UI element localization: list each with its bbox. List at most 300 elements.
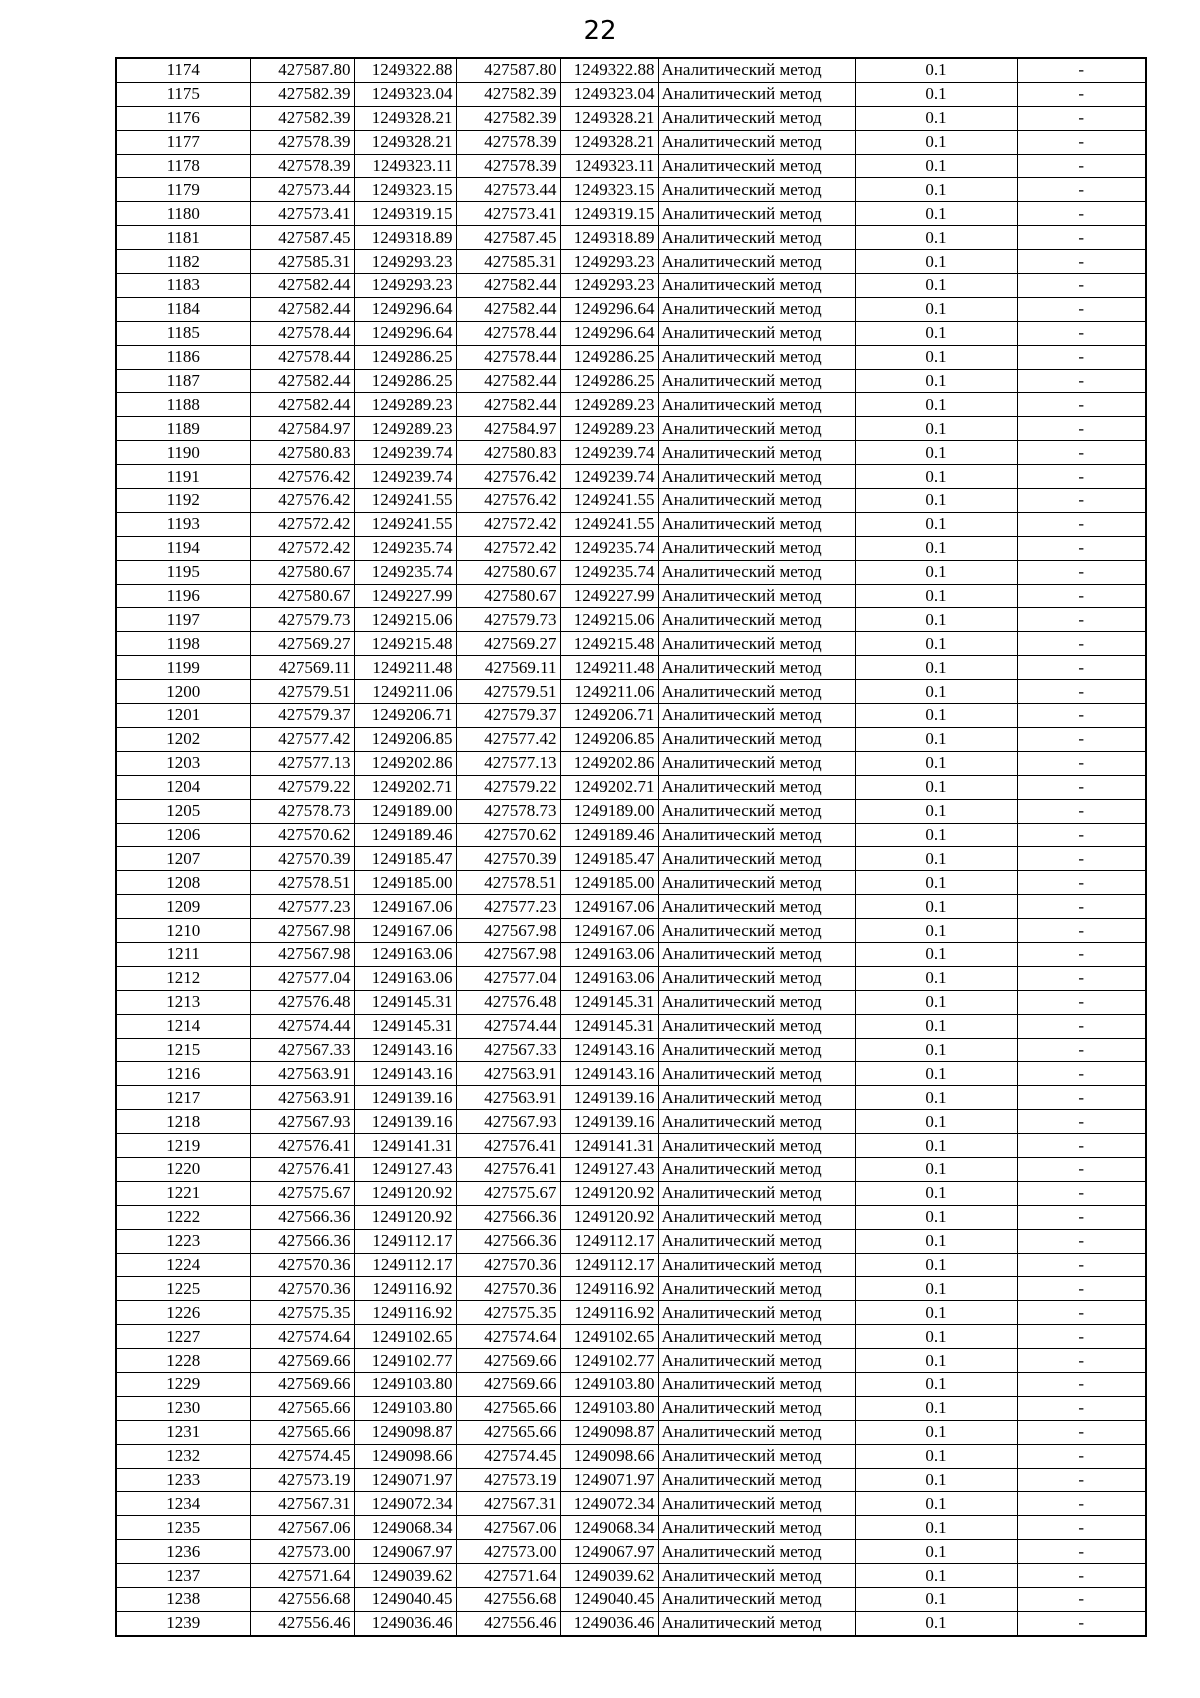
y-coordinate-cell: 1249227.99 bbox=[354, 584, 456, 608]
x-coordinate-cell-2: 427578.44 bbox=[456, 321, 560, 345]
table-row bbox=[116, 1420, 1146, 1444]
table-row bbox=[116, 1134, 1146, 1158]
note-cell: - bbox=[1017, 1492, 1146, 1516]
table-row bbox=[116, 441, 1146, 465]
point-number-cell: 1239 bbox=[116, 1611, 250, 1635]
method-cell: Аналитический метод bbox=[658, 465, 855, 489]
method-cell: Аналитический метод bbox=[658, 1181, 855, 1205]
note-cell: - bbox=[1017, 202, 1146, 226]
y-coordinate-cell: 1249040.45 bbox=[354, 1588, 456, 1612]
y-coordinate-cell-2: 1249235.74 bbox=[560, 560, 658, 584]
x-coordinate-cell: 427575.67 bbox=[250, 1181, 354, 1205]
y-coordinate-cell-2: 1249241.55 bbox=[560, 512, 658, 536]
x-coordinate-cell-2: 427573.19 bbox=[456, 1468, 560, 1492]
accuracy-cell: 0.1 bbox=[855, 1588, 1017, 1612]
point-number-cell: 1192 bbox=[116, 489, 250, 513]
table-row bbox=[116, 656, 1146, 680]
method-cell: Аналитический метод bbox=[658, 799, 855, 823]
note-cell: - bbox=[1017, 489, 1146, 513]
x-coordinate-cell: 427577.42 bbox=[250, 727, 354, 751]
y-coordinate-cell-2: 1249120.92 bbox=[560, 1181, 658, 1205]
y-coordinate-cell: 1249189.46 bbox=[354, 823, 456, 847]
accuracy-cell: 0.1 bbox=[855, 465, 1017, 489]
table-row bbox=[116, 536, 1146, 560]
note-cell: - bbox=[1017, 919, 1146, 943]
method-cell: Аналитический метод bbox=[658, 1301, 855, 1325]
point-number-cell: 1204 bbox=[116, 775, 250, 799]
table-row bbox=[116, 871, 1146, 895]
method-cell: Аналитический метод bbox=[658, 274, 855, 298]
y-coordinate-cell-2: 1249072.34 bbox=[560, 1492, 658, 1516]
y-coordinate-cell: 1249127.43 bbox=[354, 1157, 456, 1181]
note-cell: - bbox=[1017, 1588, 1146, 1612]
y-coordinate-cell-2: 1249127.43 bbox=[560, 1157, 658, 1181]
table-row bbox=[116, 966, 1146, 990]
y-coordinate-cell: 1249323.15 bbox=[354, 178, 456, 202]
table-row bbox=[116, 58, 1146, 82]
point-number-cell: 1233 bbox=[116, 1468, 250, 1492]
point-number-cell: 1180 bbox=[116, 202, 250, 226]
table-row bbox=[116, 823, 1146, 847]
x-coordinate-cell-2: 427578.51 bbox=[456, 871, 560, 895]
y-coordinate-cell-2: 1249239.74 bbox=[560, 465, 658, 489]
y-coordinate-cell-2: 1249241.55 bbox=[560, 489, 658, 513]
accuracy-cell: 0.1 bbox=[855, 775, 1017, 799]
x-coordinate-cell-2: 427567.06 bbox=[456, 1516, 560, 1540]
x-coordinate-cell-2: 427578.39 bbox=[456, 154, 560, 178]
method-cell: Аналитический метод bbox=[658, 345, 855, 369]
y-coordinate-cell: 1249328.21 bbox=[354, 106, 456, 130]
accuracy-cell: 0.1 bbox=[855, 106, 1017, 130]
x-coordinate-cell-2: 427587.45 bbox=[456, 226, 560, 250]
y-coordinate-cell: 1249039.62 bbox=[354, 1564, 456, 1588]
y-coordinate-cell: 1249296.64 bbox=[354, 297, 456, 321]
accuracy-cell: 0.1 bbox=[855, 1253, 1017, 1277]
note-cell: - bbox=[1017, 847, 1146, 871]
table-row bbox=[116, 1157, 1146, 1181]
y-coordinate-cell: 1249120.92 bbox=[354, 1205, 456, 1229]
point-number-cell: 1199 bbox=[116, 656, 250, 680]
x-coordinate-cell-2: 427569.11 bbox=[456, 656, 560, 680]
y-coordinate-cell-2: 1249206.71 bbox=[560, 704, 658, 728]
x-coordinate-cell-2: 427570.39 bbox=[456, 847, 560, 871]
y-coordinate-cell-2: 1249202.86 bbox=[560, 751, 658, 775]
y-coordinate-cell: 1249318.89 bbox=[354, 226, 456, 250]
accuracy-cell: 0.1 bbox=[855, 58, 1017, 82]
x-coordinate-cell-2: 427565.66 bbox=[456, 1420, 560, 1444]
accuracy-cell: 0.1 bbox=[855, 441, 1017, 465]
x-coordinate-cell: 427582.39 bbox=[250, 106, 354, 130]
y-coordinate-cell: 1249235.74 bbox=[354, 536, 456, 560]
note-cell: - bbox=[1017, 226, 1146, 250]
note-cell: - bbox=[1017, 751, 1146, 775]
point-number-cell: 1223 bbox=[116, 1229, 250, 1253]
note-cell: - bbox=[1017, 1038, 1146, 1062]
x-coordinate-cell: 427587.80 bbox=[250, 58, 354, 82]
x-coordinate-cell-2: 427574.64 bbox=[456, 1325, 560, 1349]
x-coordinate-cell-2: 427580.67 bbox=[456, 560, 560, 584]
point-number-cell: 1201 bbox=[116, 704, 250, 728]
method-cell: Аналитический метод bbox=[658, 369, 855, 393]
note-cell: - bbox=[1017, 1086, 1146, 1110]
note-cell: - bbox=[1017, 1325, 1146, 1349]
x-coordinate-cell: 427580.83 bbox=[250, 441, 354, 465]
method-cell: Аналитический метод bbox=[658, 1253, 855, 1277]
x-coordinate-cell: 427587.45 bbox=[250, 226, 354, 250]
table-row bbox=[116, 512, 1146, 536]
point-number-cell: 1209 bbox=[116, 895, 250, 919]
table-row bbox=[116, 202, 1146, 226]
accuracy-cell: 0.1 bbox=[855, 393, 1017, 417]
method-cell: Аналитический метод bbox=[658, 823, 855, 847]
x-coordinate-cell-2: 427574.45 bbox=[456, 1444, 560, 1468]
note-cell: - bbox=[1017, 871, 1146, 895]
y-coordinate-cell: 1249141.31 bbox=[354, 1134, 456, 1158]
x-coordinate-cell-2: 427567.98 bbox=[456, 919, 560, 943]
y-coordinate-cell: 1249215.06 bbox=[354, 608, 456, 632]
table-row bbox=[116, 1349, 1146, 1373]
accuracy-cell: 0.1 bbox=[855, 250, 1017, 274]
y-coordinate-cell-2: 1249215.06 bbox=[560, 608, 658, 632]
note-cell: - bbox=[1017, 942, 1146, 966]
table-row bbox=[116, 321, 1146, 345]
table-row bbox=[116, 727, 1146, 751]
x-coordinate-cell: 427577.04 bbox=[250, 966, 354, 990]
point-number-cell: 1182 bbox=[116, 250, 250, 274]
y-coordinate-cell: 1249072.34 bbox=[354, 1492, 456, 1516]
x-coordinate-cell: 427574.45 bbox=[250, 1444, 354, 1468]
table-row bbox=[116, 489, 1146, 513]
accuracy-cell: 0.1 bbox=[855, 1349, 1017, 1373]
method-cell: Аналитический метод bbox=[658, 895, 855, 919]
y-coordinate-cell-2: 1249289.23 bbox=[560, 393, 658, 417]
accuracy-cell: 0.1 bbox=[855, 871, 1017, 895]
method-cell: Аналитический метод bbox=[658, 1014, 855, 1038]
x-coordinate-cell-2: 427577.42 bbox=[456, 727, 560, 751]
y-coordinate-cell-2: 1249039.62 bbox=[560, 1564, 658, 1588]
point-number-cell: 1191 bbox=[116, 465, 250, 489]
x-coordinate-cell-2: 427570.62 bbox=[456, 823, 560, 847]
table-row bbox=[116, 919, 1146, 943]
x-coordinate-cell-2: 427577.04 bbox=[456, 966, 560, 990]
table-row bbox=[116, 1253, 1146, 1277]
x-coordinate-cell-2: 427574.44 bbox=[456, 1014, 560, 1038]
note-cell: - bbox=[1017, 393, 1146, 417]
table-row bbox=[116, 680, 1146, 704]
table-row bbox=[116, 154, 1146, 178]
accuracy-cell: 0.1 bbox=[855, 536, 1017, 560]
point-number-cell: 1231 bbox=[116, 1420, 250, 1444]
y-coordinate-cell-2: 1249139.16 bbox=[560, 1110, 658, 1134]
y-coordinate-cell-2: 1249211.06 bbox=[560, 680, 658, 704]
note-cell: - bbox=[1017, 369, 1146, 393]
x-coordinate-cell: 427563.91 bbox=[250, 1062, 354, 1086]
method-cell: Аналитический метод bbox=[658, 1086, 855, 1110]
x-coordinate-cell: 427573.44 bbox=[250, 178, 354, 202]
note-cell: - bbox=[1017, 1372, 1146, 1396]
method-cell: Аналитический метод bbox=[658, 321, 855, 345]
method-cell: Аналитический метод bbox=[658, 1564, 855, 1588]
accuracy-cell: 0.1 bbox=[855, 1301, 1017, 1325]
y-coordinate-cell: 1249286.25 bbox=[354, 369, 456, 393]
method-cell: Аналитический метод bbox=[658, 584, 855, 608]
note-cell: - bbox=[1017, 1468, 1146, 1492]
note-cell: - bbox=[1017, 966, 1146, 990]
y-coordinate-cell-2: 1249098.66 bbox=[560, 1444, 658, 1468]
table-row bbox=[116, 1086, 1146, 1110]
method-cell: Аналитический метод bbox=[658, 1062, 855, 1086]
y-coordinate-cell-2: 1249235.74 bbox=[560, 536, 658, 560]
accuracy-cell: 0.1 bbox=[855, 1564, 1017, 1588]
y-coordinate-cell-2: 1249112.17 bbox=[560, 1229, 658, 1253]
y-coordinate-cell: 1249289.23 bbox=[354, 393, 456, 417]
y-coordinate-cell: 1249323.04 bbox=[354, 82, 456, 106]
x-coordinate-cell: 427573.00 bbox=[250, 1540, 354, 1564]
accuracy-cell: 0.1 bbox=[855, 274, 1017, 298]
y-coordinate-cell: 1249241.55 bbox=[354, 489, 456, 513]
point-number-cell: 1206 bbox=[116, 823, 250, 847]
y-coordinate-cell-2: 1249167.06 bbox=[560, 895, 658, 919]
x-coordinate-cell: 427582.44 bbox=[250, 274, 354, 298]
x-coordinate-cell: 427556.46 bbox=[250, 1611, 354, 1635]
accuracy-cell: 0.1 bbox=[855, 1372, 1017, 1396]
note-cell: - bbox=[1017, 1181, 1146, 1205]
x-coordinate-cell: 427572.42 bbox=[250, 536, 354, 560]
x-coordinate-cell-2: 427567.31 bbox=[456, 1492, 560, 1516]
method-cell: Аналитический метод bbox=[658, 751, 855, 775]
table-row bbox=[116, 274, 1146, 298]
y-coordinate-cell: 1249145.31 bbox=[354, 1014, 456, 1038]
method-cell: Аналитический метод bbox=[658, 489, 855, 513]
accuracy-cell: 0.1 bbox=[855, 1396, 1017, 1420]
accuracy-cell: 0.1 bbox=[855, 680, 1017, 704]
x-coordinate-cell: 427582.39 bbox=[250, 82, 354, 106]
point-number-cell: 1189 bbox=[116, 417, 250, 441]
table-row bbox=[116, 942, 1146, 966]
table-row bbox=[116, 250, 1146, 274]
x-coordinate-cell: 427578.73 bbox=[250, 799, 354, 823]
x-coordinate-cell-2: 427567.93 bbox=[456, 1110, 560, 1134]
note-cell: - bbox=[1017, 680, 1146, 704]
note-cell: - bbox=[1017, 512, 1146, 536]
method-cell: Аналитический метод bbox=[658, 1349, 855, 1373]
x-coordinate-cell: 427567.33 bbox=[250, 1038, 354, 1062]
point-number-cell: 1176 bbox=[116, 106, 250, 130]
method-cell: Аналитический метод bbox=[658, 608, 855, 632]
y-coordinate-cell-2: 1249185.47 bbox=[560, 847, 658, 871]
x-coordinate-cell: 427565.66 bbox=[250, 1420, 354, 1444]
method-cell: Аналитический метод bbox=[658, 656, 855, 680]
method-cell: Аналитический метод bbox=[658, 512, 855, 536]
accuracy-cell: 0.1 bbox=[855, 1205, 1017, 1229]
y-coordinate-cell: 1249103.80 bbox=[354, 1396, 456, 1420]
note-cell: - bbox=[1017, 536, 1146, 560]
method-cell: Аналитический метод bbox=[658, 1516, 855, 1540]
method-cell: Аналитический метод bbox=[658, 966, 855, 990]
table-row bbox=[116, 1516, 1146, 1540]
y-coordinate-cell-2: 1249293.23 bbox=[560, 274, 658, 298]
y-coordinate-cell-2: 1249067.97 bbox=[560, 1540, 658, 1564]
table-row bbox=[116, 1468, 1146, 1492]
y-coordinate-cell-2: 1249239.74 bbox=[560, 441, 658, 465]
table-row bbox=[116, 1277, 1146, 1301]
y-coordinate-cell-2: 1249286.25 bbox=[560, 369, 658, 393]
method-cell: Аналитический метод bbox=[658, 990, 855, 1014]
x-coordinate-cell-2: 427570.36 bbox=[456, 1277, 560, 1301]
y-coordinate-cell-2: 1249163.06 bbox=[560, 966, 658, 990]
method-cell: Аналитический метод bbox=[658, 536, 855, 560]
table-row bbox=[116, 1396, 1146, 1420]
x-coordinate-cell-2: 427571.64 bbox=[456, 1564, 560, 1588]
x-coordinate-cell: 427565.66 bbox=[250, 1396, 354, 1420]
accuracy-cell: 0.1 bbox=[855, 226, 1017, 250]
method-cell: Аналитический метод bbox=[658, 58, 855, 82]
method-cell: Аналитический метод bbox=[658, 1229, 855, 1253]
point-number-cell: 1218 bbox=[116, 1110, 250, 1134]
note-cell: - bbox=[1017, 895, 1146, 919]
y-coordinate-cell-2: 1249328.21 bbox=[560, 130, 658, 154]
table-row bbox=[116, 751, 1146, 775]
y-coordinate-cell: 1249103.80 bbox=[354, 1372, 456, 1396]
x-coordinate-cell-2: 427575.67 bbox=[456, 1181, 560, 1205]
table-row bbox=[116, 1205, 1146, 1229]
y-coordinate-cell-2: 1249189.46 bbox=[560, 823, 658, 847]
x-coordinate-cell: 427569.27 bbox=[250, 632, 354, 656]
y-coordinate-cell-2: 1249215.48 bbox=[560, 632, 658, 656]
x-coordinate-cell-2: 427572.42 bbox=[456, 536, 560, 560]
x-coordinate-cell: 427576.42 bbox=[250, 489, 354, 513]
note-cell: - bbox=[1017, 1611, 1146, 1635]
x-coordinate-cell: 427585.31 bbox=[250, 250, 354, 274]
point-number-cell: 1208 bbox=[116, 871, 250, 895]
note-cell: - bbox=[1017, 990, 1146, 1014]
y-coordinate-cell-2: 1249322.88 bbox=[560, 58, 658, 82]
method-cell: Аналитический метод bbox=[658, 632, 855, 656]
method-cell: Аналитический метод bbox=[658, 226, 855, 250]
accuracy-cell: 0.1 bbox=[855, 1110, 1017, 1134]
y-coordinate-cell-2: 1249112.17 bbox=[560, 1253, 658, 1277]
point-number-cell: 1222 bbox=[116, 1205, 250, 1229]
x-coordinate-cell: 427569.11 bbox=[250, 656, 354, 680]
point-number-cell: 1183 bbox=[116, 274, 250, 298]
method-cell: Аналитический метод bbox=[658, 1420, 855, 1444]
note-cell: - bbox=[1017, 130, 1146, 154]
x-coordinate-cell: 427584.97 bbox=[250, 417, 354, 441]
y-coordinate-cell-2: 1249323.15 bbox=[560, 178, 658, 202]
x-coordinate-cell: 427567.31 bbox=[250, 1492, 354, 1516]
x-coordinate-cell: 427572.42 bbox=[250, 512, 354, 536]
point-number-cell: 1203 bbox=[116, 751, 250, 775]
y-coordinate-cell-2: 1249323.04 bbox=[560, 82, 658, 106]
y-coordinate-cell-2: 1249189.00 bbox=[560, 799, 658, 823]
accuracy-cell: 0.1 bbox=[855, 1014, 1017, 1038]
accuracy-cell: 0.1 bbox=[855, 847, 1017, 871]
y-coordinate-cell-2: 1249098.87 bbox=[560, 1420, 658, 1444]
x-coordinate-cell-2: 427563.91 bbox=[456, 1062, 560, 1086]
y-coordinate-cell: 1249143.16 bbox=[354, 1038, 456, 1062]
method-cell: Аналитический метод bbox=[658, 1325, 855, 1349]
y-coordinate-cell: 1249239.74 bbox=[354, 465, 456, 489]
table-row bbox=[116, 1540, 1146, 1564]
x-coordinate-cell-2: 427585.31 bbox=[456, 250, 560, 274]
x-coordinate-cell-2: 427556.68 bbox=[456, 1588, 560, 1612]
x-coordinate-cell-2: 427582.44 bbox=[456, 274, 560, 298]
y-coordinate-cell-2: 1249139.16 bbox=[560, 1086, 658, 1110]
note-cell: - bbox=[1017, 560, 1146, 584]
note-cell: - bbox=[1017, 1540, 1146, 1564]
note-cell: - bbox=[1017, 632, 1146, 656]
x-coordinate-cell-2: 427576.42 bbox=[456, 465, 560, 489]
y-coordinate-cell-2: 1249143.16 bbox=[560, 1062, 658, 1086]
note-cell: - bbox=[1017, 1229, 1146, 1253]
y-coordinate-cell: 1249185.47 bbox=[354, 847, 456, 871]
page-number: 22 bbox=[583, 16, 617, 46]
accuracy-cell: 0.1 bbox=[855, 1277, 1017, 1301]
y-coordinate-cell-2: 1249141.31 bbox=[560, 1134, 658, 1158]
x-coordinate-cell-2: 427578.44 bbox=[456, 345, 560, 369]
point-number-cell: 1234 bbox=[116, 1492, 250, 1516]
y-coordinate-cell: 1249319.15 bbox=[354, 202, 456, 226]
x-coordinate-cell-2: 427575.35 bbox=[456, 1301, 560, 1325]
y-coordinate-cell: 1249071.97 bbox=[354, 1468, 456, 1492]
accuracy-cell: 0.1 bbox=[855, 656, 1017, 680]
table-row bbox=[116, 1181, 1146, 1205]
x-coordinate-cell-2: 427579.22 bbox=[456, 775, 560, 799]
accuracy-cell: 0.1 bbox=[855, 1468, 1017, 1492]
y-coordinate-cell-2: 1249167.06 bbox=[560, 919, 658, 943]
x-coordinate-cell: 427582.44 bbox=[250, 369, 354, 393]
x-coordinate-cell-2: 427576.48 bbox=[456, 990, 560, 1014]
accuracy-cell: 0.1 bbox=[855, 1516, 1017, 1540]
accuracy-cell: 0.1 bbox=[855, 990, 1017, 1014]
note-cell: - bbox=[1017, 106, 1146, 130]
note-cell: - bbox=[1017, 1277, 1146, 1301]
point-number-cell: 1174 bbox=[116, 58, 250, 82]
accuracy-cell: 0.1 bbox=[855, 178, 1017, 202]
y-coordinate-cell: 1249328.21 bbox=[354, 130, 456, 154]
method-cell: Аналитический метод bbox=[658, 775, 855, 799]
accuracy-cell: 0.1 bbox=[855, 1038, 1017, 1062]
accuracy-cell: 0.1 bbox=[855, 297, 1017, 321]
y-coordinate-cell: 1249206.71 bbox=[354, 704, 456, 728]
x-coordinate-cell-2: 427578.73 bbox=[456, 799, 560, 823]
method-cell: Аналитический метод bbox=[658, 393, 855, 417]
accuracy-cell: 0.1 bbox=[855, 1229, 1017, 1253]
x-coordinate-cell: 427567.98 bbox=[250, 942, 354, 966]
x-coordinate-cell-2: 427579.51 bbox=[456, 680, 560, 704]
x-coordinate-cell-2: 427587.80 bbox=[456, 58, 560, 82]
table-row bbox=[116, 226, 1146, 250]
table-row bbox=[116, 1038, 1146, 1062]
accuracy-cell: 0.1 bbox=[855, 1062, 1017, 1086]
accuracy-cell: 0.1 bbox=[855, 417, 1017, 441]
y-coordinate-cell: 1249116.92 bbox=[354, 1277, 456, 1301]
note-cell: - bbox=[1017, 799, 1146, 823]
x-coordinate-cell-2: 427570.36 bbox=[456, 1253, 560, 1277]
y-coordinate-cell: 1249036.46 bbox=[354, 1611, 456, 1635]
accuracy-cell: 0.1 bbox=[855, 1492, 1017, 1516]
y-coordinate-cell-2: 1249323.11 bbox=[560, 154, 658, 178]
y-coordinate-cell: 1249167.06 bbox=[354, 919, 456, 943]
accuracy-cell: 0.1 bbox=[855, 1086, 1017, 1110]
y-coordinate-cell-2: 1249068.34 bbox=[560, 1516, 658, 1540]
accuracy-cell: 0.1 bbox=[855, 345, 1017, 369]
table-row bbox=[116, 608, 1146, 632]
y-coordinate-cell: 1249120.92 bbox=[354, 1181, 456, 1205]
method-cell: Аналитический метод bbox=[658, 297, 855, 321]
table-row bbox=[116, 1301, 1146, 1325]
y-coordinate-cell-2: 1249120.92 bbox=[560, 1205, 658, 1229]
